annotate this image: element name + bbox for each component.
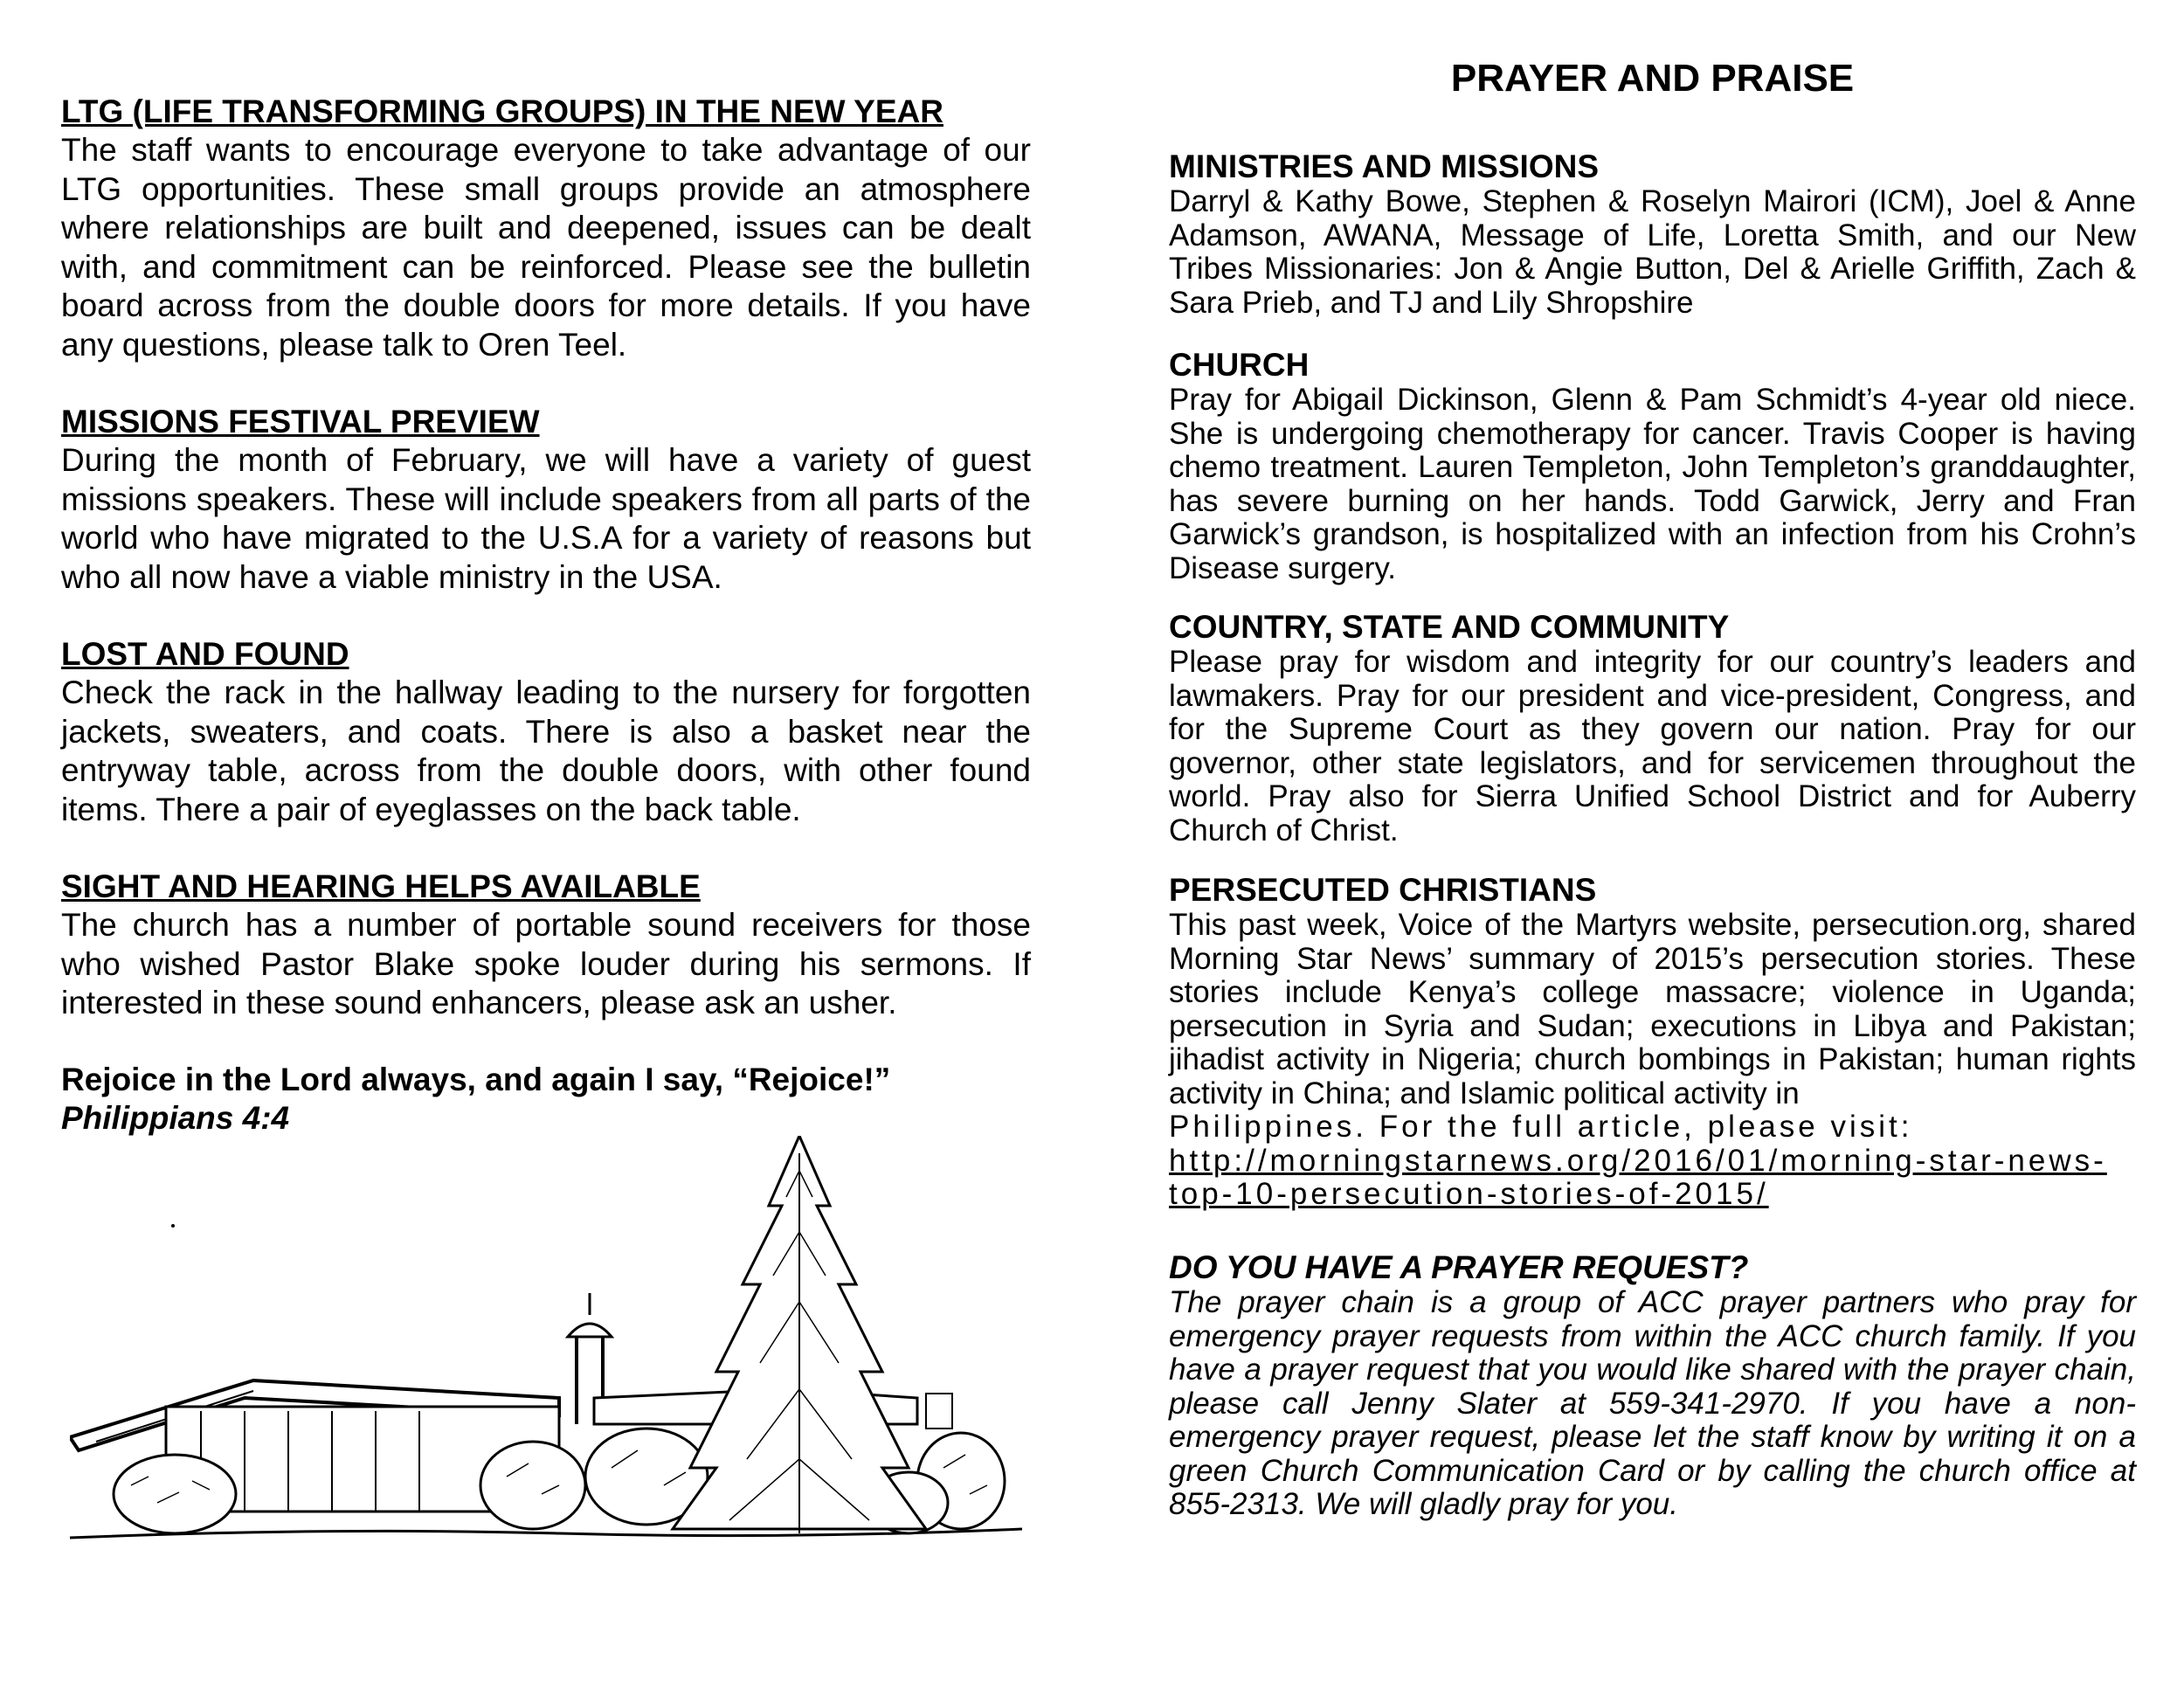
ltg-heading: LTG (LIFE TRANSFORMING GROUPS) IN THE NEW YEAR — [61, 93, 943, 129]
ltg-body: The staff wants to encourage everyone to take advantage of our LTG opportunities. These small groups provide an atmosphere where relationships are built and deepened, issues can be dealt with, and commitment can be reinforced. Please see the bulletin board across from the double doors for more details. If you have any questions, please talk to Oren Teel. — [61, 132, 1031, 363]
lost-found-heading: LOST AND FOUND — [61, 636, 349, 672]
country-heading: COUNTRY, STATE AND COMMUNITY — [1169, 609, 1730, 645]
verse-section — [61, 1061, 1031, 1138]
prayer-request-section — [1169, 1249, 2136, 1522]
article-link[interactable]: http://morningstarnews.org/2016/01/morning-star-news-top-10-persecution-stories-of-2015/ — [1169, 1143, 2107, 1211]
church-body: Pray for Abigail Dickinson, Glenn & Pam Schmidt’s 4-year old niece. She is undergoing chemotherapy for cancer. Travis Cooper is having chemo treatment. Lauren Templeton, John Templeton’s granddaughter, has severe burning on her hands. Todd Garwick, Jerry and Fran Garwick’s grandson, is hospitalized with an infection from his Crohn’s Disease surgery. — [1169, 383, 2136, 585]
sight-hearing-section — [61, 868, 1031, 1023]
prayer-request-heading: DO YOU HAVE A PRAYER REQUEST? — [1169, 1249, 1749, 1285]
persecuted-body-tail: Philippines. For the full article, please visit: — [1169, 1110, 1913, 1144]
lost-found-body: Check the rack in the hallway leading to the nursery for forgotten jackets, sweaters, and coats. There is also a basket near the entryway table, across from the double doors, with other found items. There a pair of eyeglasses on the back table. — [61, 675, 1031, 827]
sight-hearing-body: The church has a number of portable sound receivers for those who wished Pastor Blake spoke louder during his sermons. If interested in these sound enhancers, please ask an usher. — [61, 907, 1031, 1020]
church-illustration — [70, 1136, 1022, 1555]
ministries-body: Darryl & Kathy Bowe, Stephen & Roselyn Mairori (ICM), Joel & Anne Adamson, AWANA, Message of Life, Loretta Smith, and our New Tribes Missionaries: Jon & Angie Button, Del & Arielle Griffith, Zach & Sara Prieb, and TJ and Lily Shropshire — [1169, 184, 2136, 320]
verse-text: Rejoice in the Lord always, and again I say, “Rejoice!” — [61, 1062, 891, 1097]
missions-heading: MISSIONS FESTIVAL PREVIEW — [61, 404, 540, 439]
persecuted-heading: PERSECUTED CHRISTIANS — [1169, 872, 1597, 908]
sight-hearing-heading: SIGHT AND HEARING HELPS AVAILABLE — [61, 868, 701, 904]
page-title: PRAYER AND PRAISE — [1450, 57, 1855, 100]
missions-body: During the month of February, we will have a variety of guest missions speakers. These will include speakers from all parts of the world who have migrated to the U.S.A for a variety of reasons but who all now have a viable ministry in the USA. — [61, 442, 1031, 595]
ministries-section — [1169, 149, 2136, 320]
ministries-heading: MINISTRIES AND MISSIONS — [1169, 149, 1600, 184]
lost-found-section — [61, 635, 1031, 829]
verse-reference: Philippians 4:4 — [61, 1100, 290, 1136]
church-section — [1169, 347, 2136, 585]
persecuted-link-line — [1169, 1110, 2136, 1212]
persecuted-body: This past week, Voice of the Martyrs website, persecution.org, shared Morning Star News’ summary of 2015’s persecution stories. These stories include Kenya’s college massacre; violence in Uganda; persecution in Syria and Sudan; executions in Libya and Pakistan; jihadist activity in Nigeria; church bombings in Pakistan; human rights activity in China; and Islamic political activity in — [1169, 908, 2136, 1110]
missions-section — [61, 403, 1031, 597]
country-body: Please pray for wisdom and integrity for our country’s leaders and lawmakers. Pray for our president and vice-president, Congress, and for the Supreme Court as they govern our nation. Pray for our governor, other state legislators, and for servicemen throughout the world. Pray also for Sierra Unified School District and for Auberry Church of Christ. — [1169, 645, 2136, 847]
ltg-section — [61, 93, 1031, 364]
country-section — [1169, 609, 2136, 847]
prayer-request-body: The prayer chain is a group of ACC prayer partners who pray for emergency prayer requests from within the ACC church family. If you have a prayer request that you would like shared with the prayer chain, please call Jenny Slater at 559-341-2970. If you have a non-emergency prayer request, please let the staff know by writing it on a green Church Communication Card or by calling the church office at 855-2313. We will gladly pray for you. — [1169, 1285, 2136, 1521]
church-heading: CHURCH — [1169, 347, 1310, 383]
persecuted-section — [1169, 872, 2136, 1212]
